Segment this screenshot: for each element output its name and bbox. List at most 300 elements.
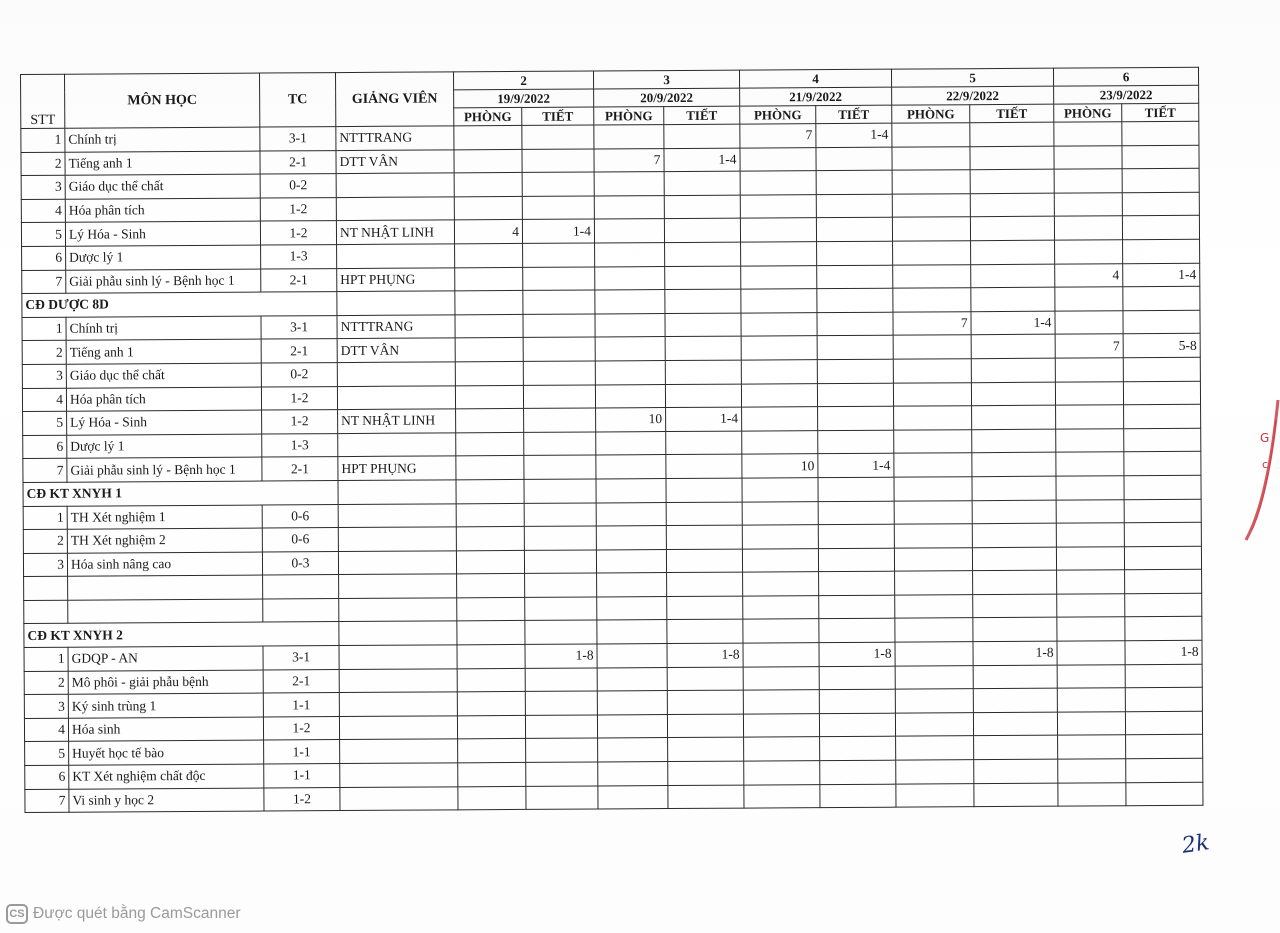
period-cell	[972, 405, 1056, 429]
period-header: TIẾT	[1122, 103, 1199, 121]
subject-name: Dược lý 1	[66, 245, 261, 270]
room-cell	[895, 642, 973, 666]
period-cell	[1123, 381, 1200, 405]
empty-cell	[595, 290, 665, 314]
room-cell	[894, 524, 972, 548]
row-number: 3	[23, 553, 67, 577]
room-cell	[457, 668, 525, 692]
room-cell	[457, 715, 525, 739]
period-cell	[817, 336, 893, 360]
date-header: 19/9/2022	[454, 89, 594, 108]
credit-value: 2-1	[263, 669, 339, 693]
camscanner-footer	[6, 904, 241, 924]
period-cell	[1124, 428, 1201, 452]
room-cell	[457, 597, 525, 621]
row-number: 2	[24, 671, 68, 695]
period-cell	[973, 570, 1057, 594]
room-cell	[457, 692, 525, 716]
subject-name: Giải phẫu sinh lý - Bệnh học 1	[67, 457, 262, 482]
footer-text: Được quét bằng CamScanner	[33, 905, 241, 922]
room-cell	[454, 196, 522, 220]
period-cell	[819, 571, 895, 595]
period-cell: 1-4	[664, 148, 740, 172]
room-cell	[598, 762, 668, 786]
subject-name: Hóa sinh nâng cao	[67, 552, 262, 577]
empty-cell	[456, 479, 524, 503]
period-cell	[972, 523, 1056, 547]
room-cell	[458, 762, 526, 786]
room-cell	[894, 429, 972, 453]
room-cell	[597, 714, 667, 738]
subject-name: Giải phẫu sinh lý - Bệnh học 1	[66, 269, 261, 294]
credit-value: 0-6	[262, 528, 338, 552]
room-cell	[455, 361, 523, 385]
period-cell	[525, 715, 597, 739]
room-cell	[458, 739, 526, 763]
teacher-name	[336, 197, 454, 221]
row-number: 6	[23, 435, 67, 459]
teacher-name	[339, 668, 457, 692]
empty-cell	[819, 619, 895, 643]
period-cell	[973, 688, 1057, 712]
teacher-name	[339, 716, 457, 740]
period-cell	[666, 454, 742, 478]
row-number: 3	[24, 694, 68, 718]
credit-value: 1-2	[260, 221, 336, 245]
room-cell	[598, 785, 668, 809]
period-cell	[524, 432, 596, 456]
room-cell	[596, 502, 666, 526]
period-cell	[817, 241, 893, 265]
room-cell	[1057, 570, 1125, 594]
room-cell	[594, 219, 664, 243]
room-cell	[742, 525, 818, 549]
period-cell	[668, 761, 744, 785]
room-cell	[743, 643, 819, 667]
room-cell	[894, 453, 972, 477]
period-cell	[970, 146, 1054, 170]
room-cell	[455, 243, 523, 267]
period-cell	[1122, 121, 1199, 145]
period-cell: 1-4	[666, 407, 742, 431]
period-cell	[971, 382, 1055, 406]
svg-text:G: G	[1260, 431, 1270, 445]
teacher-name	[340, 763, 458, 787]
period-cell	[820, 737, 896, 761]
empty-cell	[1123, 286, 1200, 310]
period-cell	[1126, 758, 1203, 782]
room-cell	[596, 455, 666, 479]
period-cell	[522, 196, 594, 220]
period-cell	[972, 452, 1056, 476]
subject-header: MÔN HỌC	[65, 73, 260, 128]
period-cell	[524, 502, 596, 526]
teacher-name	[339, 598, 457, 622]
empty-cell	[665, 289, 741, 313]
empty-cell	[895, 618, 973, 642]
subject-name: Ký sinh trùng 1	[68, 693, 263, 718]
room-cell	[893, 335, 971, 359]
teacher-name	[338, 433, 456, 457]
period-cell	[818, 406, 894, 430]
room-cell	[454, 149, 522, 173]
subject-name: Tiếng anh 1	[65, 151, 260, 176]
subject-name: Hóa phân tích	[65, 198, 260, 223]
room-cell	[456, 550, 524, 574]
period-cell: 1-4	[971, 311, 1055, 335]
room-cell	[455, 267, 523, 291]
period-cell	[970, 122, 1054, 146]
room-cell	[741, 312, 817, 336]
credit-value: 2-1	[261, 268, 337, 292]
room-cell	[1055, 311, 1123, 335]
period-cell	[970, 217, 1054, 241]
room-cell	[744, 784, 820, 808]
period-cell	[818, 548, 894, 572]
period-cell	[1122, 192, 1199, 216]
subject-name: Giáo dục thể chất	[65, 174, 260, 199]
period-cell: 1-4	[816, 123, 892, 147]
room-cell	[596, 549, 666, 573]
credit-value: 1-3	[261, 245, 337, 269]
teacher-name	[339, 692, 457, 716]
period-cell	[1124, 452, 1201, 476]
room-cell	[597, 573, 667, 597]
room-cell	[1055, 240, 1123, 264]
room-cell	[595, 313, 665, 337]
room-cell	[1054, 193, 1122, 217]
room-cell	[741, 383, 817, 407]
period-cell	[665, 384, 741, 408]
period-cell	[525, 573, 597, 597]
row-number	[24, 600, 68, 624]
row-number: 4	[24, 718, 68, 742]
empty-cell	[597, 620, 667, 644]
empty-cell	[742, 478, 818, 502]
room-cell	[896, 736, 974, 760]
period-cell	[667, 667, 743, 691]
room-cell	[743, 596, 819, 620]
subject-name: Lý Hóa - Sinh	[65, 221, 260, 246]
period-cell	[526, 738, 598, 762]
room-cell	[455, 385, 523, 409]
row-number: 6	[25, 765, 69, 789]
period-cell	[523, 267, 595, 291]
subject-name: Hóa phân tích	[66, 387, 261, 412]
period-cell	[818, 501, 894, 525]
period-cell	[523, 385, 595, 409]
room-cell	[1058, 759, 1126, 783]
weekday-header: 6	[1053, 67, 1198, 86]
room-cell	[741, 360, 817, 384]
credit-value: 0-2	[260, 174, 336, 198]
teacher-name	[337, 385, 455, 409]
empty-cell	[338, 480, 456, 504]
period-cell	[820, 784, 896, 808]
period-cell	[525, 691, 597, 715]
period-cell	[973, 665, 1057, 689]
period-cell	[525, 597, 597, 621]
period-cell	[525, 668, 597, 692]
period-cell	[665, 242, 741, 266]
room-header: PHÒNG	[594, 107, 664, 125]
room-cell	[742, 548, 818, 572]
room-cell	[892, 123, 970, 147]
period-cell	[973, 712, 1057, 736]
credit-value: 1-3	[262, 433, 338, 457]
period-cell	[1123, 310, 1200, 334]
room-cell	[893, 264, 971, 288]
room-cell	[456, 503, 524, 527]
period-cell	[522, 149, 594, 173]
empty-cell	[337, 291, 455, 315]
period-cell	[665, 313, 741, 337]
date-header: 23/9/2022	[1054, 85, 1199, 104]
room-cell	[740, 194, 816, 218]
period-cell	[816, 147, 892, 171]
teacher-name	[339, 645, 457, 669]
subject-name	[68, 599, 263, 624]
period-cell	[971, 358, 1055, 382]
room-cell	[895, 713, 973, 737]
empty-cell	[1124, 475, 1201, 499]
room-cell	[1056, 546, 1124, 570]
period-cell	[524, 550, 596, 574]
period-cell	[522, 172, 594, 196]
subject-name: Hóa sinh	[68, 717, 263, 742]
room-cell	[1055, 381, 1123, 405]
subject-name: Huyết học tế bào	[69, 740, 264, 765]
date-header: 20/9/2022	[594, 88, 740, 107]
subject-name: TH Xét nghiệm 2	[67, 528, 262, 553]
row-number: 2	[21, 152, 65, 176]
period-cell	[667, 596, 743, 620]
period-header: TIẾT	[664, 106, 740, 124]
empty-cell	[743, 619, 819, 643]
room-cell	[741, 242, 817, 266]
room-cell	[596, 526, 666, 550]
empty-cell	[741, 289, 817, 313]
period-cell	[526, 786, 598, 810]
empty-cell	[973, 618, 1057, 642]
weekday-header: 2	[453, 71, 593, 90]
room-cell	[895, 571, 973, 595]
room-cell	[457, 574, 525, 598]
room-cell	[892, 146, 970, 170]
period-cell	[522, 125, 594, 149]
room-cell	[1056, 452, 1124, 476]
room-cell	[595, 361, 665, 385]
teacher-name	[338, 551, 456, 575]
room-header: PHÒNG	[1054, 104, 1122, 122]
table-header	[21, 67, 1199, 128]
weekday-header: 4	[739, 69, 891, 88]
credit-value: 0-2	[261, 363, 337, 387]
room-cell	[1057, 664, 1125, 688]
room-cell	[1056, 499, 1124, 523]
row-number: 7	[25, 789, 69, 813]
teacher-name	[340, 786, 458, 810]
red-stamp-edge	[1238, 380, 1280, 550]
period-cell	[666, 549, 742, 573]
room-cell	[456, 409, 524, 433]
period-cell	[1123, 239, 1200, 263]
empty-cell	[1055, 287, 1123, 311]
empty-cell	[972, 476, 1056, 500]
row-number: 5	[23, 411, 67, 435]
room-cell: 4	[1055, 263, 1123, 287]
teacher-name: HPT PHỤNG	[337, 267, 455, 291]
period-cell	[666, 431, 742, 455]
room-cell	[893, 241, 971, 265]
room-cell: 7	[594, 148, 664, 172]
tc-header: TC	[259, 73, 335, 127]
svg-text:c: c	[1262, 458, 1269, 471]
room-cell	[743, 713, 819, 737]
period-header: TIẾT	[522, 107, 594, 125]
period-cell	[819, 595, 895, 619]
period-cell	[666, 502, 742, 526]
period-cell	[972, 500, 1056, 524]
subject-name: Chính trị	[66, 316, 261, 341]
row-number: 1	[24, 647, 68, 671]
empty-cell	[525, 620, 597, 644]
room-cell	[595, 384, 665, 408]
room-cell	[892, 217, 970, 241]
period-cell	[816, 218, 892, 242]
room-cell	[744, 761, 820, 785]
period-cell	[974, 736, 1058, 760]
period-cell	[818, 430, 894, 454]
group-name: CĐ KT XNYH 2	[24, 622, 339, 648]
empty-cell	[339, 621, 457, 645]
room-cell	[892, 170, 970, 194]
room-cell	[597, 691, 667, 715]
period-cell	[972, 429, 1056, 453]
period-cell	[1125, 711, 1202, 735]
teacher-name	[336, 173, 454, 197]
period-cell	[666, 525, 742, 549]
period-cell	[974, 759, 1058, 783]
stt-header: STT	[21, 74, 65, 128]
room-cell	[893, 382, 971, 406]
period-cell	[523, 243, 595, 267]
period-cell	[1125, 688, 1202, 712]
period-cell: 1-8	[525, 644, 597, 668]
room-cell	[743, 572, 819, 596]
room-cell	[454, 173, 522, 197]
period-cell	[1126, 735, 1203, 759]
room-cell	[595, 243, 665, 267]
credit-value: 1-1	[264, 764, 340, 788]
period-header: TIẾT	[970, 104, 1054, 123]
period-cell	[817, 383, 893, 407]
room-cell	[597, 667, 667, 691]
subject-name: Mô phôi - giải phẫu bệnh	[68, 670, 263, 695]
group-name: CĐ DƯỢC 8D	[22, 292, 337, 318]
row-number: 1	[23, 506, 67, 530]
period-cell	[664, 171, 740, 195]
period-cell	[667, 714, 743, 738]
empty-cell	[817, 288, 893, 312]
room-cell	[1054, 169, 1122, 193]
room-cell	[596, 431, 666, 455]
row-number: 4	[21, 199, 65, 223]
period-cell	[1125, 664, 1202, 688]
room-cell	[741, 336, 817, 360]
room-cell	[595, 266, 665, 290]
period-cell	[665, 266, 741, 290]
room-cell	[895, 595, 973, 619]
room-cell	[597, 644, 667, 668]
period-cell	[971, 264, 1055, 288]
period-cell	[1124, 546, 1201, 570]
period-cell	[817, 312, 893, 336]
empty-cell	[818, 477, 894, 501]
teacher-name	[340, 739, 458, 763]
room-cell	[744, 737, 820, 761]
room-cell	[1057, 641, 1125, 665]
empty-cell	[666, 478, 742, 502]
period-cell	[1122, 216, 1199, 240]
room-cell: 10	[596, 408, 666, 432]
period-cell	[816, 194, 892, 218]
credit-value: 1-2	[261, 386, 337, 410]
teacher-header: GIẢNG VIÊN	[335, 72, 453, 127]
room-cell	[456, 527, 524, 551]
period-cell	[1126, 782, 1203, 806]
subject-name: Vi sinh y học 2	[69, 788, 264, 813]
period-cell	[668, 785, 744, 809]
date-header: 21/9/2022	[740, 87, 892, 106]
period-cell	[1124, 499, 1201, 523]
room-cell	[743, 690, 819, 714]
subject-name: Dược lý 1	[67, 434, 262, 459]
room-cell	[1054, 216, 1122, 240]
subject-name: Tiếng anh 1	[66, 339, 261, 364]
room-cell	[1056, 523, 1124, 547]
period-cell: 1-4	[818, 453, 894, 477]
teacher-name	[338, 503, 456, 527]
group-name: CĐ KT XNYH 1	[23, 480, 338, 506]
room-cell: 4	[454, 220, 522, 244]
subject-name	[68, 575, 263, 600]
room-cell	[456, 432, 524, 456]
period-cell	[667, 690, 743, 714]
credit-value: 0-3	[262, 551, 338, 575]
period-cell	[524, 455, 596, 479]
period-cell	[974, 783, 1058, 807]
period-cell	[665, 360, 741, 384]
period-cell: 1-4	[1123, 263, 1200, 287]
room-cell	[1057, 712, 1125, 736]
period-cell	[819, 689, 895, 713]
credit-value: 3-1	[263, 646, 339, 670]
period-cell	[667, 572, 743, 596]
room-header: PHÒNG	[740, 106, 816, 124]
period-cell	[819, 666, 895, 690]
room-cell	[1056, 405, 1124, 429]
period-cell	[523, 361, 595, 385]
weekday-header: 3	[593, 70, 739, 89]
room-cell	[742, 501, 818, 525]
period-cell	[971, 335, 1055, 359]
teacher-name: NT NHẬT LINH	[338, 409, 456, 433]
credit-value: 1-2	[262, 410, 338, 434]
period-cell	[1122, 168, 1199, 192]
period-header: TIẾT	[816, 105, 892, 123]
room-cell	[741, 265, 817, 289]
